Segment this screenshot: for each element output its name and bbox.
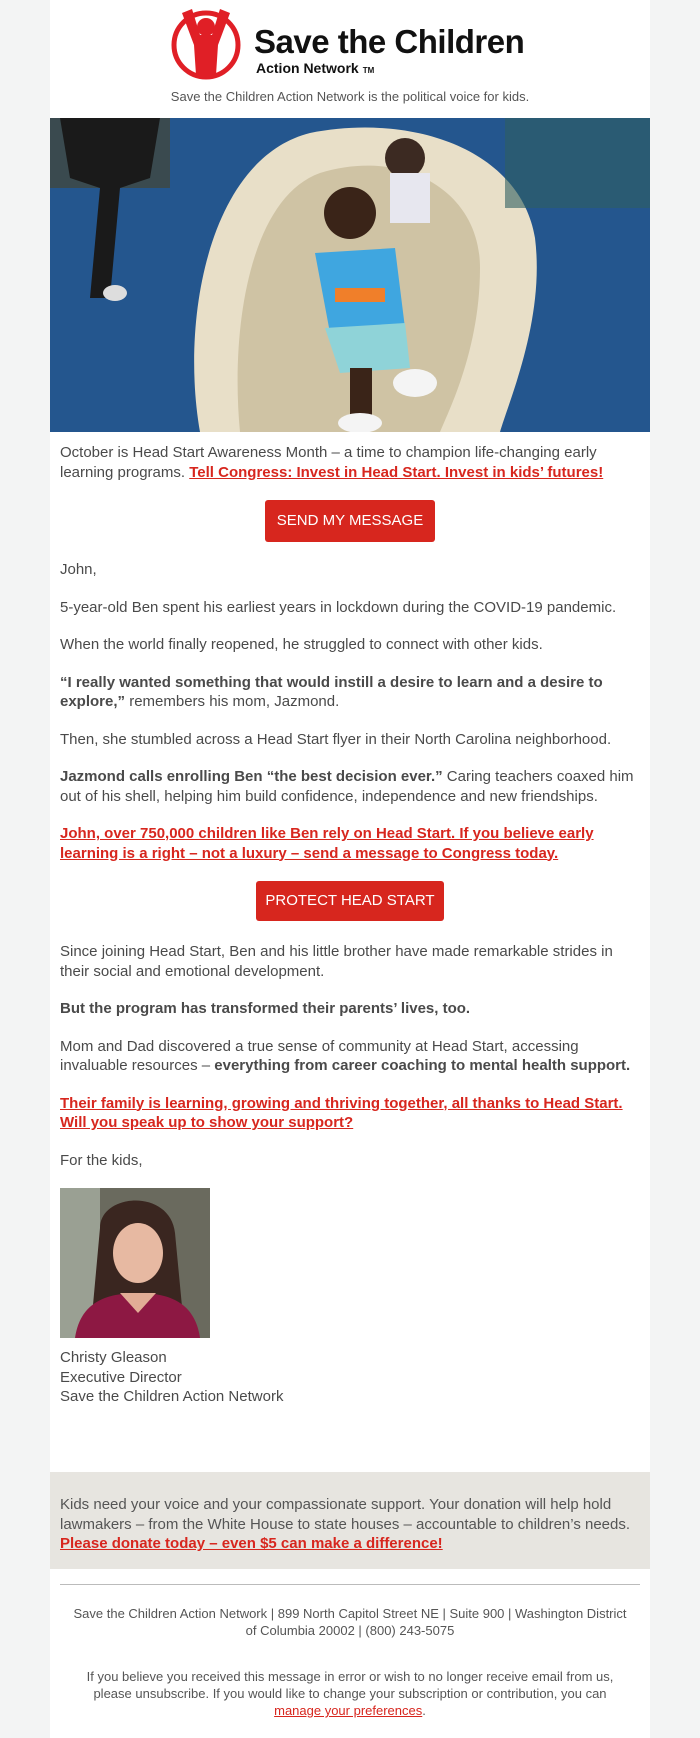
paragraph: 5-year-old Ben spent his earliest years in lockdown during the COVID-19 pandemic. <box>60 598 617 616</box>
trademark: TM <box>362 66 375 75</box>
donate-text <box>60 1495 640 1554</box>
signer-title: Executive Director <box>60 1368 182 1386</box>
period: . <box>422 1703 426 1718</box>
tell-congress-link[interactable]: Tell Congress: Invest in Head Start. Invest in kids’ futures! <box>189 463 604 481</box>
paragraph <box>60 767 640 806</box>
save-the-children-logo[interactable] <box>170 5 540 83</box>
cta-paragraph <box>60 1094 640 1133</box>
paragraph: When the world finally reopened, he struggled to connect with other kids. <box>60 636 543 653</box>
paragraph: Since joining Head Start, Ben and his little brother have made remarkable strides in their social and emotional development. <box>60 943 613 980</box>
logo-subtitle-text: Action Network <box>256 60 359 76</box>
bold-text: Jazmond calls enrolling Ben “the best decision ever.” <box>60 768 443 785</box>
letter-body <box>60 443 640 1407</box>
bold-text: everything from career coaching to mental health support. <box>214 1057 631 1074</box>
quote-attribution: remembers his mom, Jazmond. <box>125 693 340 710</box>
paragraph: Then, she stumbled across a Head Start flyer in their North Carolina neighborhood. <box>60 730 612 748</box>
closing: For the kids, <box>60 1151 143 1169</box>
child-arms-up-icon <box>170 5 242 81</box>
logo-subtitle <box>256 60 374 76</box>
footer-address: Save the Children Action Network | 899 North Capitol Street NE | Suite 900 | Washington District of Columbia 20002 | (800) 243-5075 <box>73 1606 627 1638</box>
footer-unsubscribe <box>70 1668 630 1719</box>
christy-gleason-photo <box>60 1188 210 1338</box>
paragraph <box>60 999 640 1019</box>
send-my-message-button[interactable]: SEND MY MESSAGE <box>265 500 435 542</box>
unsubscribe-text: If you believe you received this message in error or wish to no longer receive email from us, please unsubscribe. If you would like to change your subscription or contribution, you can <box>86 1669 614 1701</box>
bold-text: But the program has transformed their parents’ lives, too. <box>60 1000 471 1017</box>
speak-up-link[interactable]: Their family is learning, growing and thriving together, all thanks to Head Start. Will you speak up to show your support? <box>60 1094 623 1131</box>
signer-org: Save the Children Action Network <box>60 1388 284 1405</box>
tagline: Save the Children Action Network is the political voice for kids. <box>170 89 530 104</box>
signer-name: Christy Gleason <box>60 1349 167 1366</box>
donate-link[interactable]: Please donate today – even $5 can make a difference! <box>60 1535 443 1552</box>
text: Caring teachers coaxed him out of his shell, helping him build confidence, independence and new friendships. <box>60 768 634 805</box>
quote-paragraph <box>60 673 640 712</box>
quote-bold: “I really wanted something that would instill a desire to learn and a desire to explore,” <box>60 673 603 710</box>
intro-paragraph <box>60 443 640 482</box>
donate-message: Kids need your voice and your compassionate support. Your donation will help hold lawmakers – from the White House to state houses – accountable to children’s needs. <box>60 1496 631 1533</box>
protect-head-start-button[interactable]: PROTECT HEAD START <box>256 881 444 921</box>
logo-title: Save the Children <box>254 23 525 60</box>
send-message-link[interactable]: John, over 750,000 children like Ben rely on Head Start. If you believe early learning is a right – not a luxury – send a message to Congress today. <box>60 825 594 862</box>
text: Mom and Dad discovered a true sense of community at Head Start, accessing invaluable resources – <box>60 1037 579 1074</box>
hero-photo-child-on-slide[interactable] <box>50 118 650 432</box>
donate-box <box>50 1472 650 1569</box>
intro-text: October is Head Start Awareness Month – a time to champion life-changing early learning programs. <box>60 444 597 481</box>
paragraph <box>60 1037 640 1076</box>
email-body <box>50 0 650 1738</box>
manage-preferences-link[interactable]: manage your preferences <box>274 1703 423 1718</box>
divider <box>60 1584 640 1585</box>
cta-paragraph <box>60 824 640 863</box>
signature <box>60 1348 640 1407</box>
greeting: John, <box>60 561 97 578</box>
